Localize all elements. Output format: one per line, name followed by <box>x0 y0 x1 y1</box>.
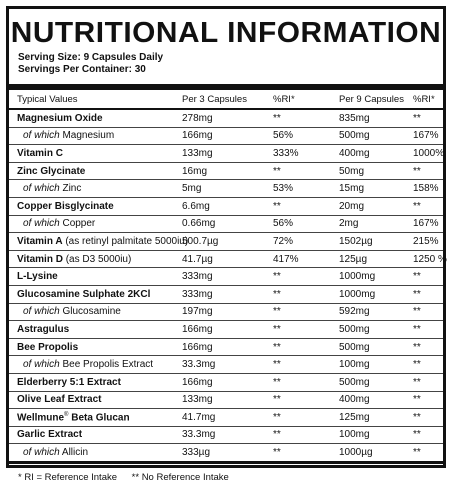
nutrient-name <box>9 321 182 339</box>
ri-per-3: ** <box>273 409 339 427</box>
column-header: Per 9 Capsules <box>339 93 404 105</box>
ri-per-9: ** <box>413 162 443 180</box>
ri-per-3: 72% <box>273 233 339 251</box>
table-row <box>9 250 443 268</box>
amount-per-3: 133mg <box>182 145 273 163</box>
amount-per-3: 5mg <box>182 180 273 198</box>
table-row <box>9 215 443 233</box>
ri-per-3: 417% <box>273 250 339 268</box>
nutrient-suffix: (as D3 5000iu) <box>62 253 132 265</box>
ri-per-9: ** <box>413 338 443 356</box>
nutrient-name <box>9 373 182 391</box>
ri-per-9: ** <box>413 373 443 391</box>
amount-per-3: 41.7µg <box>182 250 273 268</box>
ri-per-9: ** <box>413 112 421 124</box>
nutrient-prefix: of which <box>23 183 60 195</box>
amount-per-9: 835mg <box>339 112 370 124</box>
nutrient-name <box>9 180 182 198</box>
table-row <box>9 409 443 427</box>
ri-per-3: ** <box>273 112 281 124</box>
ri-per-3: ** <box>273 321 339 339</box>
ri-per-9: ** <box>413 197 443 215</box>
nutrient-label: Zinc <box>59 183 82 195</box>
nutrient-label: Magnesium <box>59 130 115 142</box>
column-header: Per 3 Capsules <box>182 93 247 105</box>
amount-per-9: 20mg <box>339 197 413 215</box>
ri-per-3: ** <box>273 268 339 286</box>
amount-per-9: 500mg <box>339 338 413 356</box>
nutrient-name <box>9 162 182 180</box>
amount-per-3: 33.3mg <box>182 426 273 444</box>
nutrient-name <box>9 391 182 409</box>
amount-per-9: 400mg <box>339 391 413 409</box>
amount-per-3: 133mg <box>182 391 273 409</box>
ri-per-3: ** <box>273 373 339 391</box>
nutrient-name <box>9 409 182 427</box>
nutrient-label: Wellmune <box>17 412 65 424</box>
amount-per-3: 500.7µg <box>182 233 273 251</box>
ri-per-3: ** <box>273 356 339 374</box>
nutrient-label: Vitamin A <box>17 235 63 247</box>
column-header: %RI* <box>413 93 435 105</box>
table-row <box>9 303 443 321</box>
amount-per-9: 500mg <box>339 321 413 339</box>
table-row <box>9 127 443 145</box>
nutrient-label: Allicin <box>59 447 89 459</box>
table-row <box>9 444 443 461</box>
ri-per-9: 1250 % <box>413 250 443 268</box>
nutrient-name <box>9 110 182 127</box>
ri-per-3: ** <box>273 162 339 180</box>
nutrition-panel <box>6 6 447 483</box>
amount-per-9: 400mg <box>339 145 413 163</box>
ri-per-3: 333% <box>273 145 339 163</box>
nutrient-label: Zinc Glycinate <box>17 165 86 177</box>
table-row <box>9 321 443 339</box>
table-row <box>9 338 443 356</box>
ri-per-9: ** <box>413 444 443 461</box>
serving-size: Serving Size: 9 Capsules Daily <box>18 52 164 63</box>
nutrient-prefix: of which <box>23 130 60 142</box>
ri-per-3: ** <box>273 303 339 321</box>
amount-per-3: 166mg <box>182 338 273 356</box>
nutrient-label: Bee Propolis Extract <box>59 359 154 371</box>
nutrient-label: Garlic Extract <box>17 429 83 441</box>
nutrient-label: Vitamin D <box>17 253 63 265</box>
ri-per-9: 167% <box>413 215 443 233</box>
nutrient-name <box>9 303 182 321</box>
servings-per-container: Servings Per Container: 30 <box>18 64 146 75</box>
amount-per-3: 333mg <box>182 285 273 303</box>
amount-per-9: 1000mg <box>339 285 413 303</box>
amount-per-9: 1000µg <box>339 444 413 461</box>
ri-per-9: 158% <box>413 180 443 198</box>
amount-per-9: 125mg <box>339 409 413 427</box>
nutrient-label: L-Lysine <box>17 271 58 283</box>
ri-per-3: ** <box>273 197 339 215</box>
column-header: Typical Values <box>17 93 78 105</box>
amount-per-3: 16mg <box>182 162 273 180</box>
ri-per-9: ** <box>413 285 443 303</box>
ri-per-3: ** <box>273 338 339 356</box>
nutrient-label: Astragulus <box>17 323 70 335</box>
table-row <box>9 391 443 409</box>
ri-per-9: ** <box>413 426 443 444</box>
amount-per-3: 197mg <box>182 303 273 321</box>
nutrient-label: Olive Leaf Extract <box>17 394 102 406</box>
nutrient-label: Bee Propolis <box>17 341 79 353</box>
table-row <box>9 373 443 391</box>
nutrient-label: Glucosamine <box>59 306 121 318</box>
nutrient-label: Copper <box>59 218 96 230</box>
table-row <box>9 110 443 127</box>
amount-per-3: 166mg <box>182 127 273 145</box>
ri-per-9: 167% <box>413 127 443 145</box>
amount-per-3: 333µg <box>182 444 273 461</box>
ri-per-3: ** <box>273 285 339 303</box>
table-header-row <box>9 90 443 108</box>
amount-per-9: 1000mg <box>339 268 413 286</box>
nutrient-name <box>9 250 182 268</box>
table-row <box>9 162 443 180</box>
amount-per-9: 50mg <box>339 162 413 180</box>
nutrient-label: Copper Bisglycinate <box>17 200 114 212</box>
nutrient-prefix: of which <box>23 218 60 230</box>
ri-per-9: ** <box>413 391 443 409</box>
ri-per-9: ** <box>413 268 443 286</box>
serving-info <box>18 52 443 76</box>
amount-per-3: 33.3mg <box>182 356 273 374</box>
nutrient-name <box>9 197 182 215</box>
table-bottom-divider <box>9 461 443 464</box>
nutrient-name <box>9 444 182 461</box>
nutrient-name <box>9 145 182 163</box>
ri-footnote: * RI = Reference Intake <box>18 471 118 483</box>
nutrient-name <box>9 215 182 233</box>
ri-per-9: 215% <box>413 233 443 251</box>
nutrient-suffix: Beta Glucan <box>68 412 130 424</box>
nri-footnote: ** No Reference Intake <box>131 471 229 483</box>
amount-per-3: 41.7mg <box>182 409 273 427</box>
amount-per-9: 15mg <box>339 180 413 198</box>
amount-per-9: 100mg <box>339 426 413 444</box>
nutrient-label: Vitamin C <box>17 147 63 159</box>
table-row <box>9 197 443 215</box>
ri-per-3: ** <box>273 444 339 461</box>
nutrient-label: Glucosamine Sulphate 2KCl <box>17 288 151 300</box>
ri-per-3: ** <box>273 391 339 409</box>
ri-per-9: ** <box>413 303 443 321</box>
nutrient-name <box>9 356 182 374</box>
ri-per-9: ** <box>413 356 443 374</box>
nutrient-name <box>9 426 182 444</box>
ri-per-9: 1000% <box>413 145 443 163</box>
nutrient-suffix: (as retinyl palmitate 5000iu) <box>62 235 189 247</box>
panel-title: NUTRITIONAL INFORMATION <box>10 17 442 49</box>
footer-notes <box>18 472 443 483</box>
table-row <box>9 180 443 198</box>
amount-per-3: 0.66mg <box>182 215 273 233</box>
amount-per-3: 166mg <box>182 373 273 391</box>
amount-per-9: 1502µg <box>339 233 413 251</box>
nutrient-name <box>9 338 182 356</box>
amount-per-9: 500mg <box>339 127 413 145</box>
nutrient-name <box>9 285 182 303</box>
amount-per-3: 333mg <box>182 268 273 286</box>
nutrient-label: Elderberry 5:1 Extract <box>17 376 121 388</box>
ri-per-3: 56% <box>273 127 339 145</box>
nutrient-prefix: of which <box>23 447 60 459</box>
nutrition-table <box>9 90 447 461</box>
table-row <box>9 285 443 303</box>
amount-per-9: 500mg <box>339 373 413 391</box>
table-row <box>9 426 443 444</box>
ri-per-9: ** <box>413 409 443 427</box>
amount-per-3: 166mg <box>182 321 273 339</box>
registered-mark: ® <box>64 411 69 418</box>
amount-per-9: 100mg <box>339 356 413 374</box>
nutrient-name <box>9 127 182 145</box>
nutrient-name <box>9 233 189 251</box>
ri-per-3: 56% <box>273 215 339 233</box>
column-header: %RI* <box>273 93 295 105</box>
amount-per-9: 592mg <box>339 303 413 321</box>
nutrient-label: Magnesium Oxide <box>17 112 103 124</box>
nutrient-prefix: of which <box>23 359 60 371</box>
amount-per-3: 6.6mg <box>182 197 273 215</box>
ri-per-3: ** <box>273 426 339 444</box>
nutrient-name <box>9 268 182 286</box>
ri-per-9: ** <box>413 321 443 339</box>
table-row <box>9 233 443 251</box>
ri-per-3: 53% <box>273 180 339 198</box>
amount-per-3: 278mg <box>182 112 213 124</box>
nutrient-prefix: of which <box>23 306 60 318</box>
table-row <box>9 268 443 286</box>
amount-per-9: 2mg <box>339 215 413 233</box>
table-row <box>9 356 443 374</box>
amount-per-9: 125µg <box>339 250 413 268</box>
table-row <box>9 145 443 163</box>
